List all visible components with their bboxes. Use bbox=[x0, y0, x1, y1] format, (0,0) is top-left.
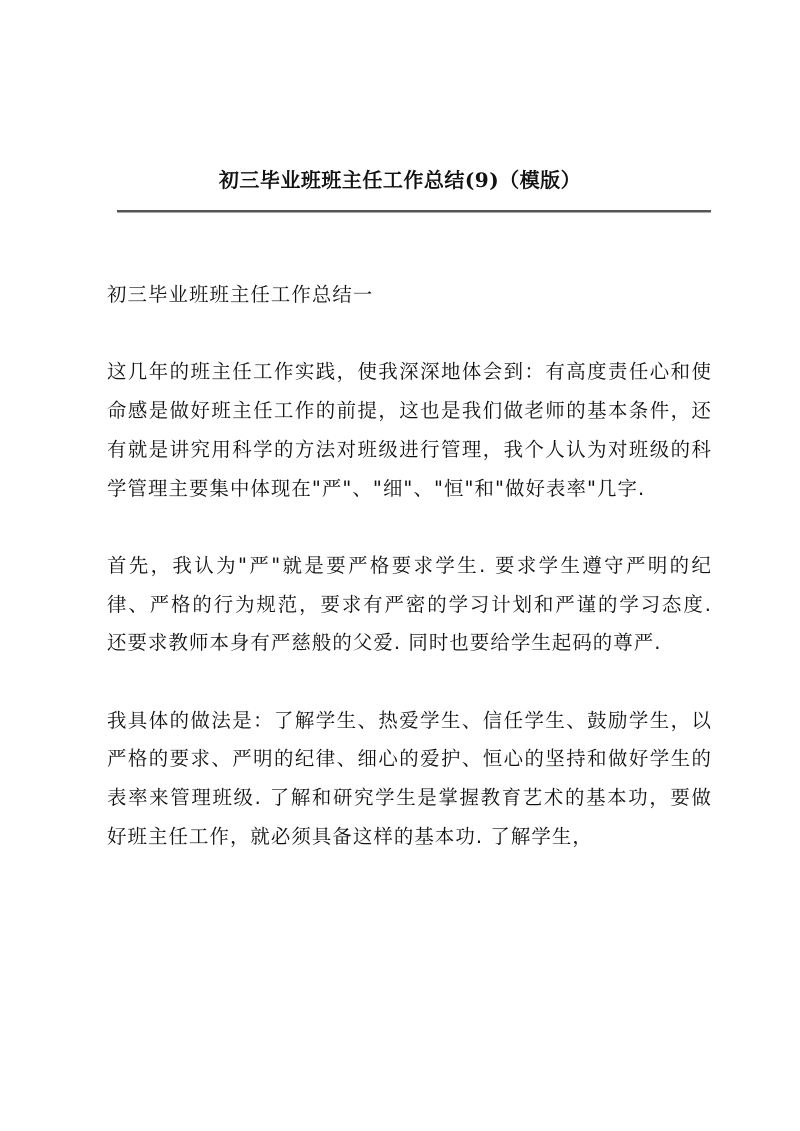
document-title: 初三毕业班班主任工作总结(9)（模版） bbox=[218, 168, 582, 192]
title-underline bbox=[117, 210, 711, 213]
section-heading: 初三毕业班班主任工作总结一 bbox=[107, 283, 374, 306]
paragraph-1: 这几年的班主任工作实践，使我深深地体会到：有高度责任心和使命感是做好班主任工作的前提，这也是我们做老师的基本条件，还有就是讲究用科学的方法对班级进行管理，我个人认为对班级的科学管理主要集中体现在"严"、"细"、"恒"和"做好表率"几字. bbox=[107, 360, 712, 500]
paragraph-3: 我具体的做法是：了解学生、热爱学生、信任学生、鼓励学生，以严格的要求、严明的纪律、细心的爱护、恒心的坚持和做好学生的表率来管理班级. 了解和研究学生是掌握教育艺术的基本功，要做好班主任工作，就必须具备这样的基本功. 了解学生， bbox=[107, 708, 712, 848]
document-body bbox=[107, 276, 712, 895]
paragraph-2: 首先，我认为"严"就是要严格要求学生. 要求学生遵守严明的纪律、严格的行为规范，要求有严密的学习计划和严谨的学习态度. 还要求教师本身有严慈般的父爱. 同时也要给学生起码的尊严. bbox=[107, 553, 712, 655]
